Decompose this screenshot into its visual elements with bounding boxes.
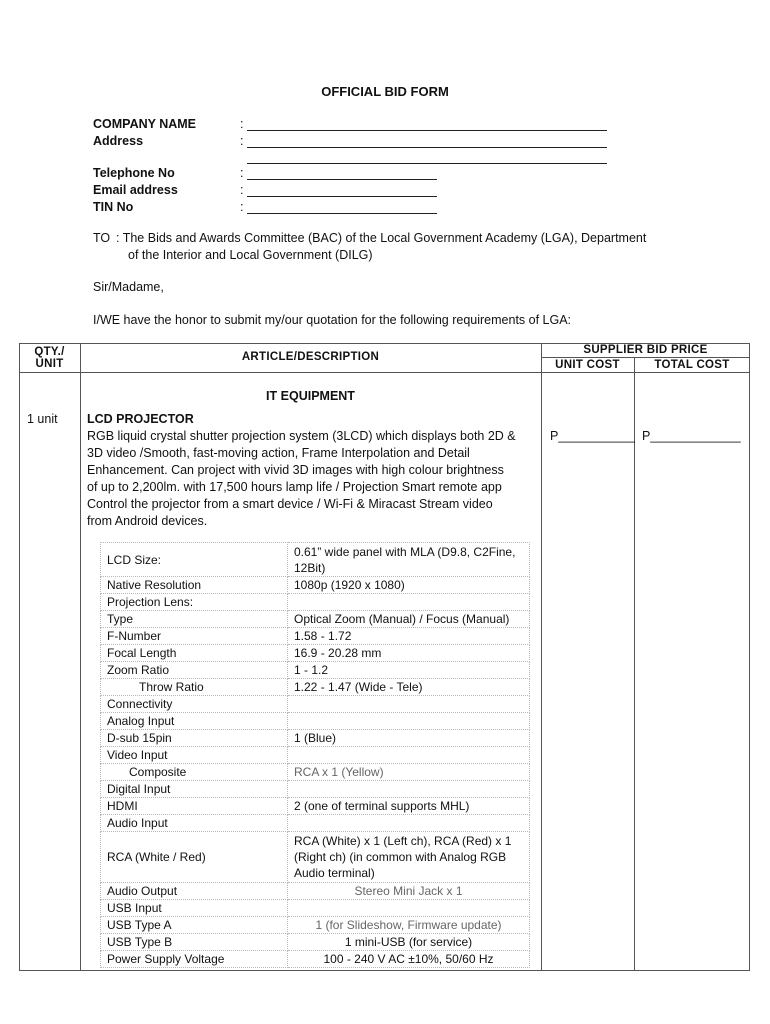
spec-value: RCA x 1 (Yellow)	[288, 764, 530, 781]
total-cost-header: TOTAL COST	[654, 359, 730, 371]
spec-key: D-sub 15pin	[101, 730, 288, 747]
table-row	[101, 628, 530, 645]
table-row	[101, 832, 530, 883]
spec-value: 1080p (1920 x 1080)	[288, 577, 530, 594]
spec-value	[288, 696, 530, 713]
spec-value	[288, 747, 530, 764]
spec-key: Video Input	[101, 747, 288, 764]
spec-key: Power Supply Voltage	[101, 951, 288, 968]
table-row	[101, 713, 530, 730]
salutation: Sir/Madame,	[93, 280, 164, 294]
spec-key: Focal Length	[101, 645, 288, 662]
spec-key: Zoom Ratio	[101, 662, 288, 679]
table-divider	[541, 343, 542, 971]
form-title: OFFICIAL BID FORM	[321, 84, 449, 99]
table-row	[101, 577, 530, 594]
spec-value: 1 (for Slideshow, Firmware update)	[288, 917, 530, 934]
colon: :	[240, 117, 244, 131]
address-field-line-2[interactable]	[247, 163, 607, 164]
unit-cost-field[interactable]: P___________	[550, 429, 635, 443]
unit-cost-header: UNIT COST	[555, 359, 620, 371]
spec-value: 1 - 1.2	[288, 662, 530, 679]
spec-key: Throw Ratio	[101, 679, 288, 696]
table-row	[101, 917, 530, 934]
spec-value: 1 mini-USB (for service)	[288, 934, 530, 951]
tin-field[interactable]	[247, 213, 437, 214]
spec-key: USB Input	[101, 900, 288, 917]
colon: :	[240, 166, 244, 180]
spec-key: Projection Lens:	[101, 594, 288, 611]
spec-key: Connectivity	[101, 696, 288, 713]
description-line: Control the projector from a smart device / Wi-Fi & Miracast Stream video	[87, 497, 493, 511]
colon: :	[240, 183, 244, 197]
table-row	[101, 747, 530, 764]
colon: :	[240, 200, 244, 214]
to-line-2: of the Interior and Local Government (DILG)	[128, 248, 373, 262]
spec-key: USB Type A	[101, 917, 288, 934]
spec-key: USB Type B	[101, 934, 288, 951]
table-row	[101, 543, 530, 577]
table-row	[101, 781, 530, 798]
address-field-line-1[interactable]	[247, 147, 607, 148]
address-label: Address	[93, 134, 144, 148]
spec-key: LCD Size:	[101, 543, 288, 577]
spec-key: Analog Input	[101, 713, 288, 730]
spec-value	[288, 713, 530, 730]
qty-header: QTY./	[34, 346, 65, 358]
table-row	[101, 730, 530, 747]
spec-key: HDMI	[101, 798, 288, 815]
table-divider	[19, 372, 750, 373]
description-line: 3D video /Smooth, fast-moving action, Frame Interpolation and Detail	[87, 446, 470, 460]
spec-key: Audio Input	[101, 815, 288, 832]
table-row	[101, 645, 530, 662]
spec-key: Digital Input	[101, 781, 288, 798]
section-title: IT EQUIPMENT	[266, 389, 355, 403]
spec-value: 1 (Blue)	[288, 730, 530, 747]
table-row	[101, 679, 530, 696]
table-divider	[80, 343, 81, 971]
spec-value: 2 (one of terminal supports MHL)	[288, 798, 530, 815]
to-prefix: TO	[93, 231, 111, 245]
spec-key: Native Resolution	[101, 577, 288, 594]
spec-value: 0.61” wide panel with MLA (D9.8, C2Fine, 12Bit)	[288, 543, 530, 577]
colon: :	[240, 134, 244, 148]
table-row	[101, 798, 530, 815]
spec-value	[288, 815, 530, 832]
email-field[interactable]	[247, 196, 437, 197]
item-description	[87, 428, 516, 530]
description-line: from Android devices.	[87, 514, 208, 528]
description-line: RGB liquid crystal shutter projection system (3LCD) which displays both 2D &	[87, 429, 516, 443]
spec-value	[288, 900, 530, 917]
table-row	[101, 815, 530, 832]
total-cost-field[interactable]: P_____________	[642, 429, 741, 443]
article-header: ARTICLE/DESCRIPTION	[241, 351, 380, 363]
qty-value: 1 unit	[27, 412, 58, 426]
spec-value	[288, 594, 530, 611]
table-row	[101, 900, 530, 917]
intro-text: I/WE have the honor to submit my/our quotation for the following requirements of LGA:	[93, 313, 572, 327]
spec-value	[288, 781, 530, 798]
table-row	[101, 951, 530, 968]
item-title: LCD PROJECTOR	[87, 412, 194, 426]
description-line: of up to 2,200lm. with 17,500 hours lamp life / Projection Smart remote app	[87, 480, 502, 494]
spec-table	[100, 542, 530, 968]
tin-label: TIN No	[93, 200, 134, 214]
spec-key: Audio Output	[101, 883, 288, 900]
spec-key: Type	[101, 611, 288, 628]
table-row	[101, 934, 530, 951]
telephone-label: Telephone No	[93, 166, 175, 180]
table-row	[101, 764, 530, 781]
spec-value: Stereo Mini Jack x 1	[288, 883, 530, 900]
spec-key: Composite	[101, 764, 288, 781]
table-row	[101, 594, 530, 611]
table-row	[101, 611, 530, 628]
description-line: Enhancement. Can project with vivid 3D images with high colour brightness	[87, 463, 504, 477]
company-name-field[interactable]	[247, 130, 607, 131]
spec-value: 1.58 - 1.72	[288, 628, 530, 645]
spec-key: F-Number	[101, 628, 288, 645]
table-divider	[634, 357, 635, 971]
email-label: Email address	[93, 183, 178, 197]
spec-key: RCA (White / Red)	[101, 832, 288, 883]
spec-value: 1.22 - 1.47 (Wide - Tele)	[288, 679, 530, 696]
company-name-label: COMPANY NAME	[93, 117, 197, 131]
spec-value: RCA (White) x 1 (Left ch), RCA (Red) x 1 (Right ch) (in common with Analog RGB Audio terminal)	[288, 832, 530, 883]
spec-value: 100 - 240 V AC ±10%, 50/60 Hz	[288, 951, 530, 968]
spec-value: Optical Zoom (Manual) / Focus (Manual)	[288, 611, 530, 628]
unit-header: UNIT	[35, 358, 64, 370]
price-header: SUPPLIER BID PRICE	[583, 344, 708, 356]
telephone-field[interactable]	[247, 179, 437, 180]
table-row	[101, 696, 530, 713]
table-row	[101, 883, 530, 900]
spec-value: 16.9 - 20.28 mm	[288, 645, 530, 662]
to-line-1: : The Bids and Awards Committee (BAC) of the Local Government Academy (LGA), Department	[116, 231, 647, 245]
table-row	[101, 662, 530, 679]
table-divider	[541, 357, 750, 358]
